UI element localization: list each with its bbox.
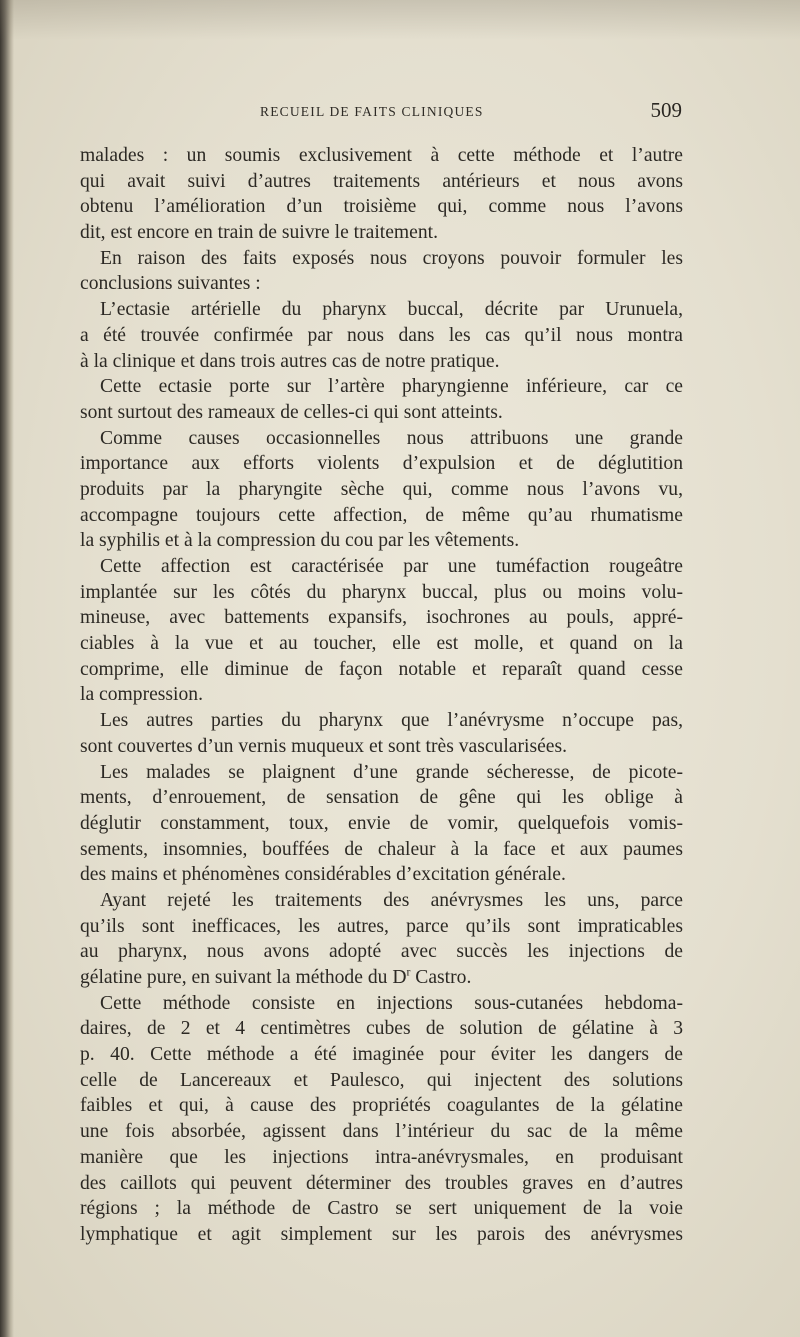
text-line: la compression. — [80, 684, 203, 706]
text-line: gélatine pure, en suivant la méthode du $D^r$ Castro. — [80, 965, 472, 988]
text-line: lymphatique et agit simplement sur les parois des anévrysmes — [80, 1223, 683, 1245]
text-line: sements, insomnies, bouffées de chaleur à la face et aux paumes — [80, 838, 683, 860]
text-line: sont couvertes d’un vernis muqueux et sont très vascularisées. — [80, 735, 568, 757]
text-line: dit, est encore en train de suivre le traitement. — [80, 222, 438, 244]
text-line: ments, d’enrouement, de sensation de gêne qui les oblige à — [80, 787, 683, 809]
text-line: qui avait suivi d’autres traitements antérieurs et nous avons — [80, 170, 683, 192]
page-header — [80, 98, 690, 128]
text-line: malades : un soumis exclusivement à cette méthode et l’autre — [80, 145, 683, 166]
body-text — [80, 143, 683, 1248]
text-line: Cette méthode consiste en injections sous-cutanées hebdoma- — [100, 992, 683, 1014]
text-line: à la clinique et dans trois autres cas de notre pratique. — [80, 350, 500, 372]
text-line: qu’ils sont inefficaces, les autres, parce qu’ils sont impraticables — [80, 915, 683, 937]
text-line: des caillots qui peuvent déterminer des troubles graves en d’autres — [80, 1172, 683, 1194]
page-binding-edge — [0, 0, 14, 1337]
text-line: obtenu l’amélioration d’un troisième qui, comme nous l’avons — [80, 196, 683, 218]
text-line: manière que les injections intra-anévrysmales, en produisant — [80, 1146, 683, 1168]
text-line: accompagne toujours cette affection, de même qu’au rhumatisme — [80, 504, 683, 526]
text-line: Cette ectasie porte sur l’artère pharyngienne inférieure, car ce — [100, 376, 683, 398]
text-line: sont surtout des rameaux de celles-ci qui sont atteints. — [80, 401, 503, 423]
text-line: Les autres parties du pharynx que l’anévrysme n’occupe pas, — [100, 710, 683, 732]
text-line: Comme causes occasionnelles nous attribuons une grande — [100, 427, 683, 449]
text-line: L’ectasie artérielle du pharynx buccal, décrite par Urunuela, — [100, 299, 683, 321]
text-line: ciables à la vue et au toucher, elle est molle, et quand on la — [80, 633, 683, 655]
page-top-shadow — [0, 0, 800, 40]
text-line: mineuse, avec battements expansifs, isochrones au pouls, appré- — [80, 607, 683, 629]
text-line: déglutir constamment, toux, envie de vomir, quelquefois vomis- — [80, 812, 683, 834]
text-line: a été trouvée confirmée par nous dans les cas qu’il nous montra — [80, 324, 683, 346]
page-number: 509 — [650, 98, 682, 122]
text-line: celle de Lancereaux et Paulesco, qui injectent des solutions — [80, 1069, 683, 1091]
text-line: En raison des faits exposés nous croyons pouvoir formuler les — [100, 247, 683, 269]
text-line: Les malades se plaignent d’une grande sécheresse, de picote- — [100, 761, 683, 783]
text-line: daires, de 2 et 4 centimètres cubes de solution de gélatine à 3 — [80, 1018, 683, 1040]
running-head: RECUEIL DE FAITS CLINIQUES — [260, 104, 484, 119]
text-line: Cette affection est caractérisée par une tuméfaction rougeâtre — [100, 556, 683, 577]
text-line: une fois absorbée, agissent dans l’intérieur du sac de la même — [80, 1121, 683, 1143]
text-line: comprime, elle diminue de façon notable et reparaît quand cesse — [80, 658, 683, 680]
text-line: faibles et qui, à cause des propriétés coagulantes de la gélatine — [80, 1095, 683, 1117]
text-line: au pharynx, nous avons adopté avec succès les injections de — [80, 941, 683, 963]
text-line: implantée sur les côtés du pharynx buccal, plus ou moins volu- — [80, 581, 683, 603]
text-line: importance aux efforts violents d’expulsion et de déglutition — [80, 453, 683, 475]
text-line: Ayant rejeté les traitements des anévrysmes les uns, parce — [100, 889, 683, 911]
text-line: p. 40. Cette méthode a été imaginée pour éviter les dangers de — [80, 1044, 683, 1066]
text-line: régions ; la méthode de Castro se sert uniquement de la voie — [80, 1198, 683, 1220]
text-line: produits par la pharyngite sèche qui, comme nous l’avons vu, — [80, 478, 683, 500]
text-line: la syphilis et à la compression du cou par les vêtements. — [80, 530, 520, 552]
text-line: des mains et phénomènes considérables d’excitation générale. — [80, 864, 566, 886]
text-line: conclusions suivantes : — [80, 273, 261, 295]
